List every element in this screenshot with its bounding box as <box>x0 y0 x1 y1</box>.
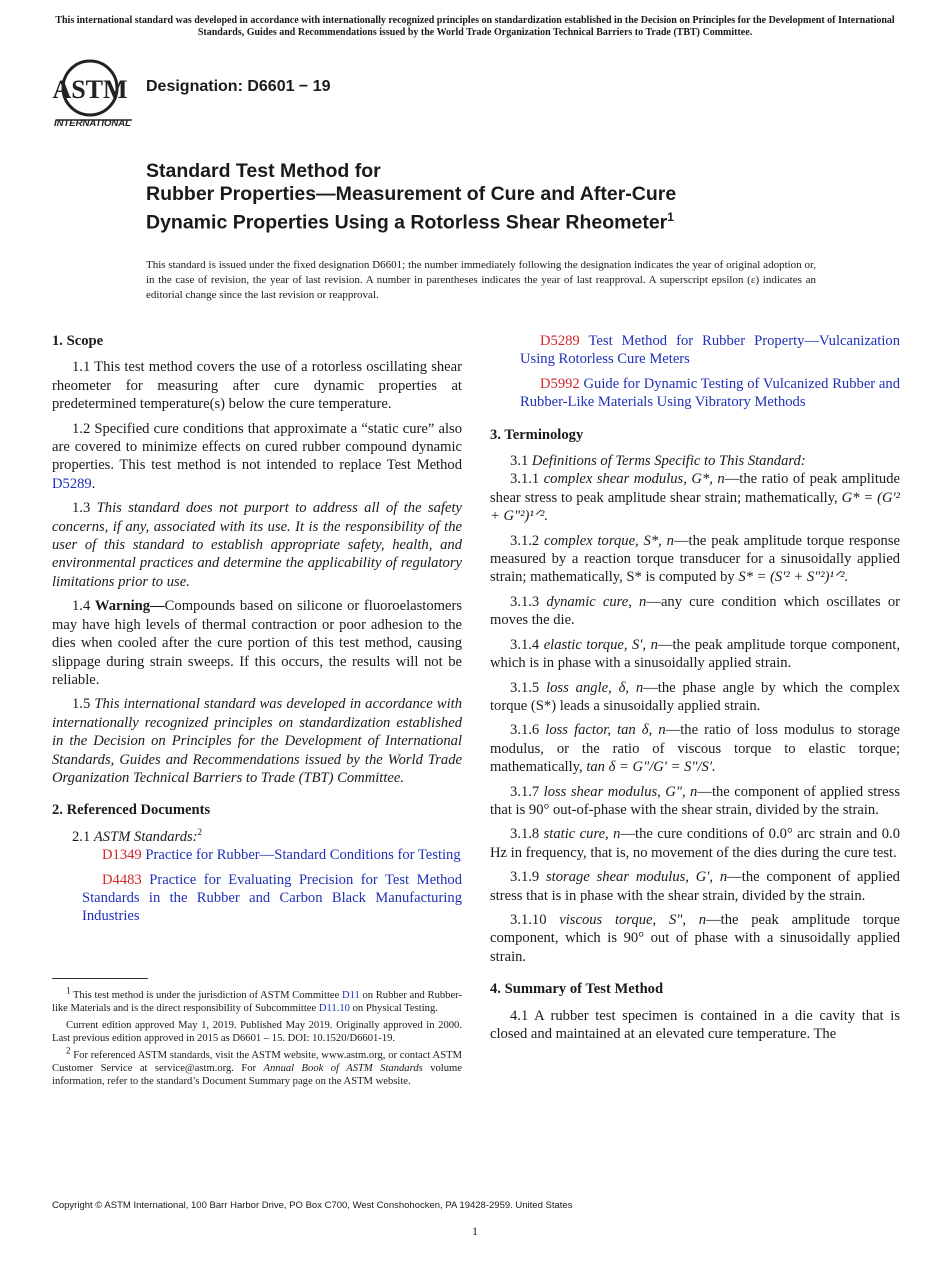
subcommittee-link-d11-10[interactable]: D11.10 <box>318 1003 350 1015</box>
para-1-1: 1.1 This test method covers the use of a rotorless oscillating shear rheometer for measuring after cure dynamic properties at predetermined temperature(s) below the cure temperature. <box>52 359 462 413</box>
para-2-1-num: 2.1 <box>72 828 94 845</box>
ref-code-d5992[interactable]: D5992 <box>540 375 580 392</box>
ref-title-d1349[interactable]: Practice for Rubber—Standard Conditions for Testing <box>145 847 461 864</box>
title-line-3 <box>146 206 866 235</box>
svg-text:ASTM: ASTM <box>52 75 128 104</box>
definition-3-1-7 <box>490 783 900 820</box>
ref-title-d4483[interactable]: Practice for Evaluating Precision for Test Method Standards in the Rubber and Carbon Black Manufacturing Industries <box>82 871 462 925</box>
ref-code-d5289[interactable]: D5289 <box>540 333 580 349</box>
def-text: —the cure conditions of 0.0° arc strain and 0.0 Hz in frequency, that is, no movement of the dies during the cure test. <box>490 826 900 861</box>
footnotes <box>52 978 462 1092</box>
para-3-1 <box>490 452 900 470</box>
definition-3-1-9 <box>490 868 900 905</box>
def-num: 3.1.2 <box>510 532 545 549</box>
def-term: complex torque, S*, n <box>544 532 674 549</box>
header-note: This international standard was developed in accordance with internationally recognized principles on standardization established in the Decision on Principles for the Development of International Standards, Guides and Recommendations issued by the World Trade Organization Technical Barriers to Trade (TBT) Committee. <box>55 15 895 38</box>
definition-3-1-1 <box>490 470 900 525</box>
footnote-1-text-c: on Physical Testing. <box>349 1003 438 1015</box>
def-text: —any cure condition which oscillates or moves the die. <box>490 593 900 629</box>
footnote-1-mark: 1 <box>66 985 71 996</box>
title-line-3-text: Dynamic Properties Using a Rotorless Shear Rheometer <box>146 211 668 234</box>
section-1-heading: 1. Scope <box>52 333 104 349</box>
para-1-3-num: 1.3 <box>72 500 97 517</box>
para-1-4-num: 1.4 <box>72 598 95 615</box>
def-num: 3.1.1 <box>510 471 544 488</box>
footnote-edition: Current edition approved May 1, 2019. Published May 2019. Originally approved in 2000. Last previous edition approved in 2015 as D6601 – 15. DOI: 10.1520/D6601-19. <box>52 1019 462 1045</box>
para-2-1 <box>52 828 462 846</box>
def-num: 3.1.5 <box>510 679 547 696</box>
footnote-1-text-a: This test method is under the jurisdiction of ASTM Committee <box>70 990 342 1001</box>
para-3-1-text: Definitions of Terms Specific to This Standard: <box>531 453 806 470</box>
astm-logo <box>52 58 136 132</box>
para-2-1-text: ASTM Standards: <box>93 828 198 845</box>
def-term: viscous torque, S", n <box>559 911 707 928</box>
definition-3-1-6 <box>490 721 900 776</box>
section-2-heading: 2. Referenced Documents <box>52 802 211 819</box>
para-3-1-num: 3.1 <box>510 453 532 470</box>
def-num: 3.1.9 <box>510 869 546 886</box>
para-1-2 <box>52 420 462 494</box>
section-3-heading: 3. Terminology <box>490 426 584 443</box>
def-text: —the ratio of loss modulus to storage modulus, or the ratio of viscous torque to elastic torque; mathematically, <box>490 722 900 776</box>
def-text: —the peak amplitude torque component, which is 90° out of phase with a sinusoidally applied strain. <box>490 911 900 965</box>
footnote-2-mark: 2 <box>66 1045 71 1056</box>
def-term: storage shear modulus, G', n <box>546 869 728 886</box>
footnote-divider <box>52 978 148 979</box>
para-1-3-text: This standard does not purport to address all of the safety concerns, if any, associated with its use. It is the responsibility of the user of this standard to establish appropriate safety, health, and environmental practices and determine the applicability of regulatory limitations prior to use. <box>52 500 462 590</box>
def-num: 3.1.7 <box>510 783 544 800</box>
copyright: Copyright © ASTM International, 100 Barr Harbor Drive, PO Box C700, West Conshohocken, PA 19428-2959. United States <box>52 1200 573 1211</box>
def-term: static cure, n <box>543 826 621 843</box>
definition-3-1-10 <box>490 911 900 966</box>
para-1-2-text: 1.2 Specified cure conditions that approximate a “static cure” also are covered to minimize effects on cured rubber compound dynamic properties. This test method is not intended to replace Test Method <box>52 420 462 474</box>
para-4-1: 4.1 A rubber test specimen is contained in a die cavity that is closed and maintained at an elevated cure temperature. The <box>490 1007 900 1042</box>
para-1-2-end: . <box>91 475 96 492</box>
definition-3-1-4 <box>490 636 900 673</box>
def-num: 3.1.8 <box>510 826 544 843</box>
para-1-3 <box>52 499 462 591</box>
def-term: dynamic cure, n <box>546 593 647 610</box>
def-text: —the component of applied stress that is 90° out-of-phase with the shear strain, divided by the strain. <box>490 783 900 818</box>
def-text: —the phase angle by which the complex torque (S*) leads a sinusoidally applied strain. <box>490 679 900 714</box>
title-line-1: Standard Test Method for <box>146 160 381 182</box>
title-line-2: Rubber Properties—Measurement of Cure and After-Cure <box>146 183 677 205</box>
title-footnote-mark: 1 <box>667 210 674 224</box>
def-num: 3.1.3 <box>510 593 547 610</box>
ref-item <box>490 375 900 412</box>
footnote-1-text-b: on Rubber and Rubber-like Materials and is the direct responsibility of Subcommittee <box>52 990 463 1015</box>
ref-code-d1349[interactable]: D1349 <box>102 847 142 864</box>
def-num: 3.1.6 <box>510 722 546 739</box>
para-1-4 <box>52 597 462 689</box>
footnote-2 <box>52 1045 462 1089</box>
def-term: loss angle, δ, n <box>546 679 644 696</box>
def-formula: S* = (S'² + S"²)¹ᐟ². <box>738 569 849 586</box>
footnote-1 <box>52 985 463 1016</box>
section-4-heading: 4. Summary of Test Method <box>490 981 664 998</box>
def-num: 3.1.4 <box>510 636 544 653</box>
ref-item <box>52 846 462 864</box>
issued-note: This standard is issued under the fixed designation D6601; the number immediately following the designation indicates the year of original adoption or, in the case of revision, the year of last revision. A number in parentheses indicates the year of last reapproval. A superscript epsilon (ε) indicates an editorial change since the last revision or reapproval. <box>146 259 816 301</box>
para-1-4-text: Compounds based on silicone or fluoroelastomers may have high levels of thermal contraction or poor adhesion to the dies when cooled after the cure portion of this test method, causing slippage during strain sweeps. If this occurs, the results will not be reliable. <box>52 598 463 688</box>
def-text: —the ratio of peak amplitude shear stress to peak amplitude shear strain; mathematically, <box>490 471 900 506</box>
committee-link-d11[interactable]: D11 <box>341 990 360 1001</box>
para-1-5-text: This international standard was developed in accordance with internationally recognized principles on standardization established in the Decision on Principles for the Development of International Standards, Guides and Recommendations issued by the World Trade Organization Technical Barriers to Trade (TBT) Committee. <box>52 696 463 786</box>
definition-3-1-5 <box>490 679 900 716</box>
footnote-2-text-a: For referenced ASTM standards, visit the ASTM website, www.astm.org, or contact ASTM Customer Service at service@astm.org. For <box>52 1049 462 1075</box>
definition-3-1-3 <box>490 593 900 630</box>
footnote-2-italic: Annual Book of ASTM Standards <box>263 1063 423 1075</box>
ref-title-d5992[interactable]: Guide for Dynamic Testing of Vulcanized Rubber and Rubber-Like Materials Using Vibratory Methods <box>520 375 900 411</box>
para-1-5-num: 1.5 <box>72 696 95 713</box>
document-title <box>146 160 866 235</box>
para-1-5 <box>52 695 462 787</box>
def-term: loss factor, tan δ, n <box>545 722 666 739</box>
left-column <box>52 332 462 932</box>
ref-item <box>52 871 462 926</box>
footnote-2-text-b: volume information, refer to the standard’s Document Summary page on the ASTM website. <box>52 1063 462 1088</box>
ref-item <box>490 332 900 369</box>
definition-3-1-8 <box>490 825 900 862</box>
warning-label: Warning— <box>94 598 165 615</box>
designation: Designation: D6601 − 19 <box>146 78 331 95</box>
definition-3-1-2 <box>490 532 900 587</box>
def-term: elastic torque, S', n <box>543 636 658 653</box>
def-term: loss shear modulus, G", n <box>543 783 698 800</box>
def-text: —the component of applied stress that is in phase with the shear strain, divided by the strain. <box>490 869 900 904</box>
logo-text: INTERNATIONAL <box>54 118 131 129</box>
def-num: 3.1.10 <box>510 911 560 928</box>
def-text: —the peak amplitude torque component, which is in phase with a sinusoidally applied strain. <box>490 636 901 672</box>
def-formula: tan δ = G"/G' = S"/S'. <box>586 759 716 776</box>
ref-code-d4483[interactable]: D4483 <box>102 871 142 888</box>
def-formula: G* = (G'² + G"²)¹ᐟ². <box>490 489 900 525</box>
page-number: 1 <box>472 1224 478 1238</box>
def-term: complex shear modulus, G*, n <box>543 471 725 488</box>
def-text: —the peak amplitude torque response measured by a reaction torque transducer for a sinusoidally applied strain; mathematically, S* is computed by <box>490 532 900 586</box>
ref-title-d5289[interactable]: Test Method for Rubber Property—Vulcanization Using Rotorless Cure Meters <box>520 333 900 368</box>
ref-link-d5289[interactable]: D5289 <box>52 475 92 492</box>
right-column <box>490 332 900 1049</box>
para-2-1-sup: 2 <box>197 826 203 837</box>
